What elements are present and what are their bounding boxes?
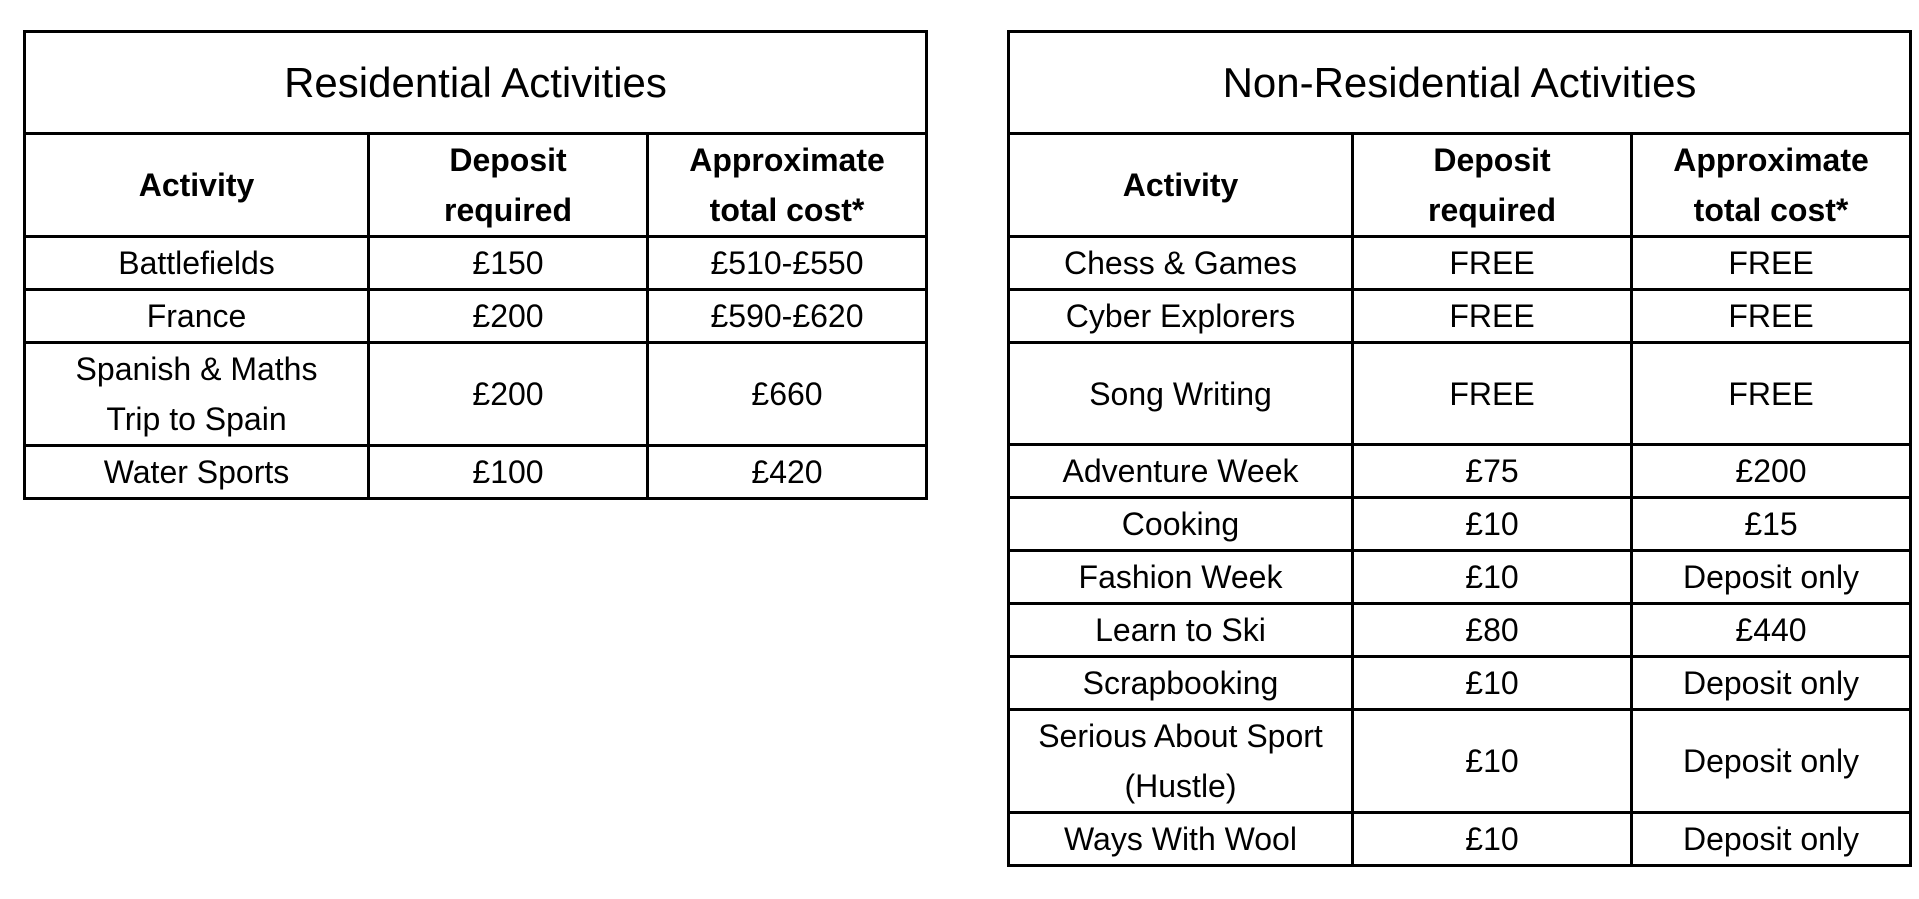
nonresidential-activities-table bbox=[1007, 30, 1912, 867]
table-row bbox=[1009, 343, 1911, 445]
residential-table-body bbox=[25, 237, 927, 499]
table-row bbox=[25, 290, 927, 343]
activity-cell bbox=[25, 237, 369, 290]
activity-name-line: Cooking bbox=[1121, 506, 1240, 542]
table-row bbox=[1009, 710, 1911, 813]
deposit-cell: £75 bbox=[1353, 445, 1632, 498]
column-header-deposit bbox=[369, 134, 648, 237]
deposit-cell: £80 bbox=[1353, 604, 1632, 657]
column-header-activity-label: Activity bbox=[138, 167, 255, 203]
deposit-cell: FREE bbox=[1353, 343, 1632, 445]
residential-table-title: Residential Activities bbox=[25, 32, 927, 134]
table-row bbox=[1009, 657, 1911, 710]
cost-cell: Deposit only bbox=[1632, 551, 1911, 604]
activity-name-line: Learn to Ski bbox=[1095, 612, 1266, 648]
cost-cell: £420 bbox=[648, 446, 927, 499]
column-header-activity bbox=[25, 134, 369, 237]
activity-name-line: Serious About Sport bbox=[1038, 718, 1323, 754]
cost-cell: £200 bbox=[1632, 445, 1911, 498]
activity-name-line: Cyber Explorers bbox=[1065, 298, 1296, 334]
activity-cell bbox=[1009, 710, 1353, 813]
column-header-deposit-line1: Deposit bbox=[449, 142, 567, 178]
activity-cell bbox=[25, 446, 369, 499]
activity-name-line: Adventure Week bbox=[1062, 453, 1299, 489]
residential-activities-table bbox=[23, 30, 928, 500]
activity-name-line: Fashion Week bbox=[1078, 559, 1283, 595]
table-row bbox=[1009, 445, 1911, 498]
deposit-cell: £200 bbox=[369, 290, 648, 343]
cost-cell: FREE bbox=[1632, 343, 1911, 445]
nonresidential-table-body bbox=[1009, 237, 1911, 866]
activity-name-line: Trip to Spain bbox=[106, 401, 287, 437]
nonresidential-table-title: Non-Residential Activities bbox=[1009, 32, 1911, 134]
table-row bbox=[25, 237, 927, 290]
cost-cell: £15 bbox=[1632, 498, 1911, 551]
deposit-cell: £100 bbox=[369, 446, 648, 499]
deposit-cell: £10 bbox=[1353, 657, 1632, 710]
deposit-cell: FREE bbox=[1353, 290, 1632, 343]
table-row bbox=[1009, 604, 1911, 657]
cost-cell: FREE bbox=[1632, 290, 1911, 343]
deposit-cell: £10 bbox=[1353, 710, 1632, 813]
deposit-cell: £200 bbox=[369, 343, 648, 446]
activity-name-line: Scrapbooking bbox=[1082, 665, 1279, 701]
column-header-deposit-line2: required bbox=[443, 192, 573, 228]
activity-name-line: Ways With Wool bbox=[1064, 821, 1297, 857]
column-header-cost-line1: Approximate bbox=[689, 142, 885, 178]
cost-cell: Deposit only bbox=[1632, 657, 1911, 710]
activity-cell bbox=[1009, 290, 1353, 343]
column-header-cost-line1: Approximate bbox=[1673, 142, 1869, 178]
activity-cell bbox=[1009, 813, 1353, 866]
table-row bbox=[25, 446, 927, 499]
table-row bbox=[1009, 237, 1911, 290]
activity-name-line: France bbox=[146, 298, 247, 334]
column-header-cost-line2: total cost* bbox=[709, 192, 865, 228]
column-header-deposit bbox=[1353, 134, 1632, 237]
column-header-deposit-line2: required bbox=[1427, 192, 1557, 228]
cost-cell: £510-£550 bbox=[648, 237, 927, 290]
table-row bbox=[1009, 290, 1911, 343]
column-header-cost bbox=[648, 134, 927, 237]
deposit-cell: £150 bbox=[369, 237, 648, 290]
column-header-activity bbox=[1009, 134, 1353, 237]
deposit-cell: £10 bbox=[1353, 498, 1632, 551]
table-row bbox=[1009, 813, 1911, 866]
activity-cell bbox=[1009, 498, 1353, 551]
cost-cell: £660 bbox=[648, 343, 927, 446]
activity-cell bbox=[1009, 657, 1353, 710]
activity-cell bbox=[25, 343, 369, 446]
cost-cell: £590-£620 bbox=[648, 290, 927, 343]
column-header-deposit-line1: Deposit bbox=[1433, 142, 1551, 178]
table-row bbox=[1009, 551, 1911, 604]
activity-name-line: Water Sports bbox=[103, 454, 290, 490]
activity-name-line: Chess & Games bbox=[1064, 245, 1297, 281]
activity-cell bbox=[1009, 445, 1353, 498]
activity-cell bbox=[1009, 551, 1353, 604]
cost-cell: Deposit only bbox=[1632, 710, 1911, 813]
column-header-activity-label: Activity bbox=[1122, 167, 1239, 203]
activity-name-line: Spanish & Maths bbox=[75, 351, 318, 387]
activity-cell bbox=[1009, 343, 1353, 445]
deposit-cell: £10 bbox=[1353, 551, 1632, 604]
activity-name-line: Song Writing bbox=[1089, 375, 1272, 412]
activity-cell bbox=[25, 290, 369, 343]
activity-name-line: Battlefields bbox=[118, 245, 275, 281]
activity-name-line: (Hustle) bbox=[1124, 768, 1237, 804]
table-row bbox=[1009, 498, 1911, 551]
column-header-cost-line2: total cost* bbox=[1693, 192, 1849, 228]
column-header-cost bbox=[1632, 134, 1911, 237]
cost-cell: FREE bbox=[1632, 237, 1911, 290]
cost-cell: Deposit only bbox=[1632, 813, 1911, 866]
deposit-cell: £10 bbox=[1353, 813, 1632, 866]
table-row bbox=[25, 343, 927, 446]
deposit-cell: FREE bbox=[1353, 237, 1632, 290]
activity-cell bbox=[1009, 604, 1353, 657]
cost-cell: £440 bbox=[1632, 604, 1911, 657]
activity-cell bbox=[1009, 237, 1353, 290]
